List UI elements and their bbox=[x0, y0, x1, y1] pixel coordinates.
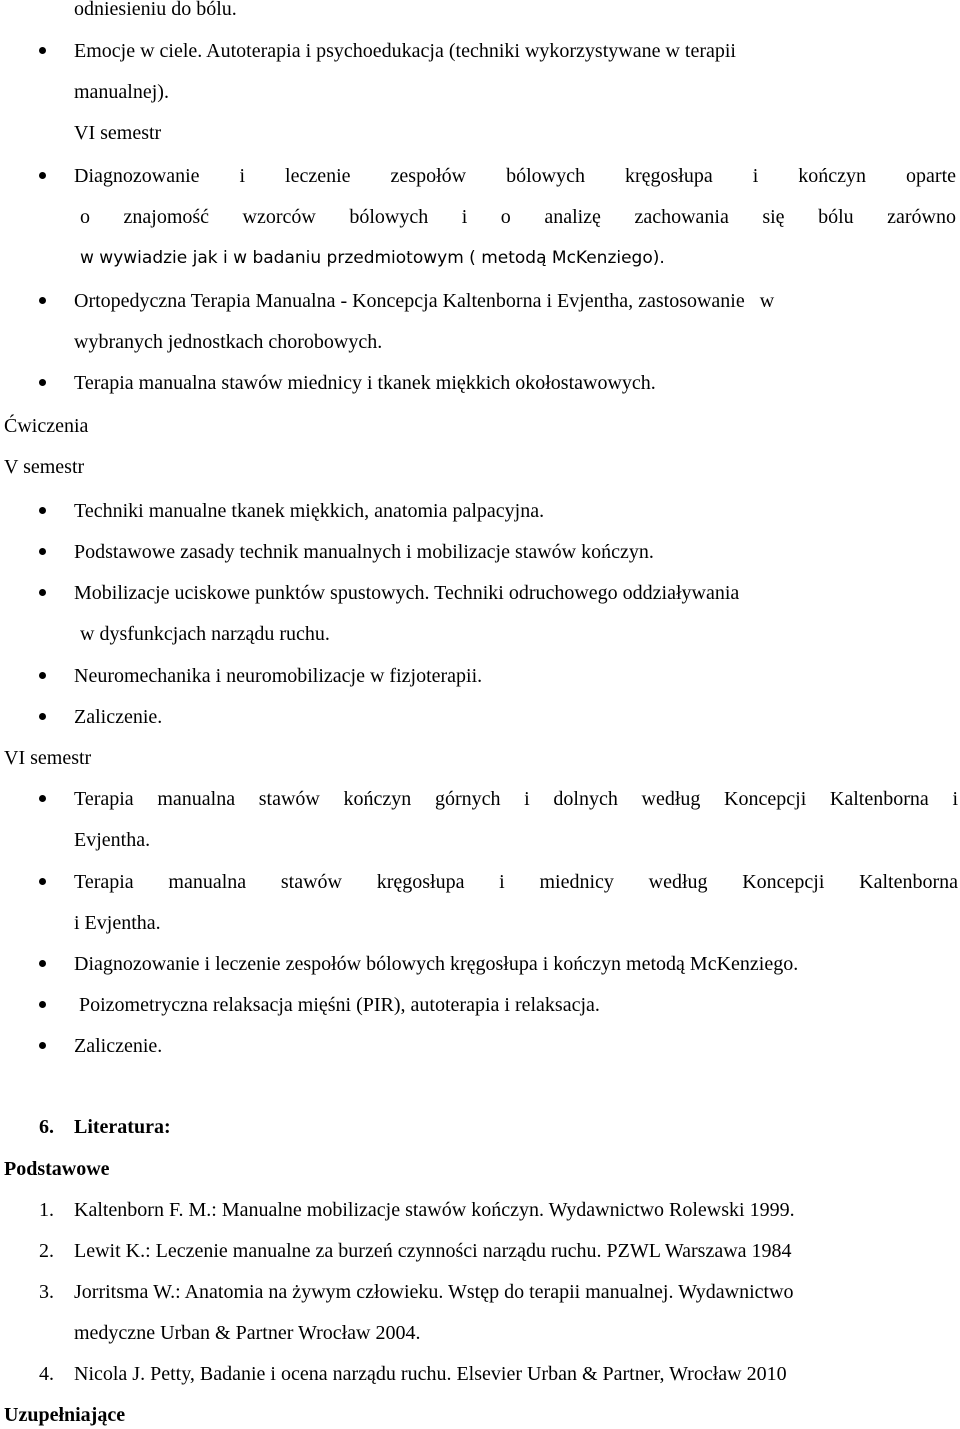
reference-number: 3. bbox=[39, 1281, 54, 1303]
bullet-icon bbox=[39, 507, 46, 514]
bullet-icon bbox=[39, 672, 46, 679]
reference-line: medyczne Urban & Partner Wrocław 2004. bbox=[74, 1322, 421, 1344]
exercises-semester-v-heading: V semestr bbox=[4, 456, 85, 478]
reference-number: 4. bbox=[39, 1363, 54, 1385]
bullet-icon bbox=[39, 878, 46, 885]
reference-line: Lewit K.: Leczenie manualne za burzeń czynności narządu ruchu. PZWL Warszawa 1984 bbox=[74, 1240, 792, 1262]
reference-line: Jorritsma W.: Anatomia na żywym człowieku. Wstęp do terapii manualnej. Wydawnictwo bbox=[74, 1281, 794, 1303]
list-item-line: Evjentha. bbox=[74, 829, 151, 851]
bullet-icon bbox=[39, 172, 46, 179]
list-item-line: w wywiadzie jak i w badaniu przedmiotowym ( metodą McKenziego). bbox=[80, 248, 665, 268]
bullet-icon bbox=[39, 589, 46, 596]
supplementary-literature-heading: Uzupełniające bbox=[4, 1404, 126, 1426]
list-item-line: Diagnozowanie i leczenie zespołów bólowych kręgosłupa i kończyn oparte bbox=[74, 165, 956, 187]
list-item-line: Terapia manualna stawów kończyn górnych i dolnych według Koncepcji Kaltenborna i bbox=[74, 788, 958, 810]
reference-number: 2. bbox=[39, 1240, 54, 1262]
list-item-line: Zaliczenie. bbox=[74, 706, 163, 728]
basic-literature-heading: Podstawowe bbox=[4, 1158, 110, 1180]
bullet-icon bbox=[39, 713, 46, 720]
literature-heading: Literatura: bbox=[74, 1116, 171, 1138]
bullet-icon bbox=[39, 1042, 46, 1049]
bullet-icon bbox=[39, 379, 46, 386]
list-item-line: Emocje w ciele. Autoterapia i psychoedukacja (techniki wykorzystywane w terapii bbox=[74, 40, 736, 62]
literature-number: 6. bbox=[39, 1116, 54, 1138]
list-item-line: Zaliczenie. bbox=[74, 1035, 163, 1057]
list-item-line: Neuromechanika i neuromobilizacje w fizjoterapii. bbox=[74, 665, 483, 687]
list-item-line: Mobilizacje uciskowe punktów spustowych. Techniki odruchowego oddziaływania bbox=[74, 582, 740, 604]
continuation-text: odniesieniu do bólu. bbox=[74, 0, 237, 20]
list-item-line: Podstawowe zasady technik manualnych i mobilizacje stawów kończyn. bbox=[74, 541, 654, 563]
bullet-icon bbox=[39, 795, 46, 802]
exercises-semester-vi-heading: VI semestr bbox=[4, 747, 92, 769]
exercises-heading: Ćwiczenia bbox=[4, 415, 89, 437]
reference-line: Kaltenborn F. M.: Manualne mobilizacje stawów kończyn. Wydawnictwo Rolewski 1999. bbox=[74, 1199, 795, 1221]
list-item-line: o znajomość wzorców bólowych i o analizę zachowania się bólu zarówno bbox=[80, 206, 956, 228]
bullet-icon bbox=[39, 47, 46, 54]
reference-number: 1. bbox=[39, 1199, 54, 1221]
bullet-icon bbox=[39, 548, 46, 555]
list-item-line: Terapia manualna stawów kręgosłupa i miednicy według Koncepcji Kaltenborna bbox=[74, 871, 958, 893]
bullet-icon bbox=[39, 297, 46, 304]
list-item-line: Techniki manualne tkanek miękkich, anatomia palpacyjna. bbox=[74, 500, 545, 522]
list-item-line: Poizometryczna relaksacja mięśni (PIR), autoterapia i relaksacja. bbox=[74, 994, 600, 1016]
list-item-line: i Evjentha. bbox=[74, 912, 161, 934]
list-item-line: Ortopedyczna Terapia Manualna - Koncepcja Kaltenborna i Evjentha, zastosowanie w bbox=[74, 290, 775, 312]
list-item-line: Diagnozowanie i leczenie zespołów bólowych kręgosłupa i kończyn metodą McKenziego. bbox=[74, 953, 799, 975]
bullet-icon bbox=[39, 1001, 46, 1008]
list-item-line: manualnej). bbox=[74, 81, 169, 103]
reference-line: Nicola J. Petty, Badanie i ocena narządu ruchu. Elsevier Urban & Partner, Wrocław 2010 bbox=[74, 1363, 787, 1385]
list-item-line: w dysfunkcjach narządu ruchu. bbox=[80, 623, 330, 645]
list-item-line: wybranych jednostkach chorobowych. bbox=[74, 331, 383, 353]
list-item-line: Terapia manualna stawów miednicy i tkanek miękkich okołostawowych. bbox=[74, 372, 656, 394]
lecture-semester-heading: VI semestr bbox=[74, 122, 162, 144]
bullet-icon bbox=[39, 960, 46, 967]
